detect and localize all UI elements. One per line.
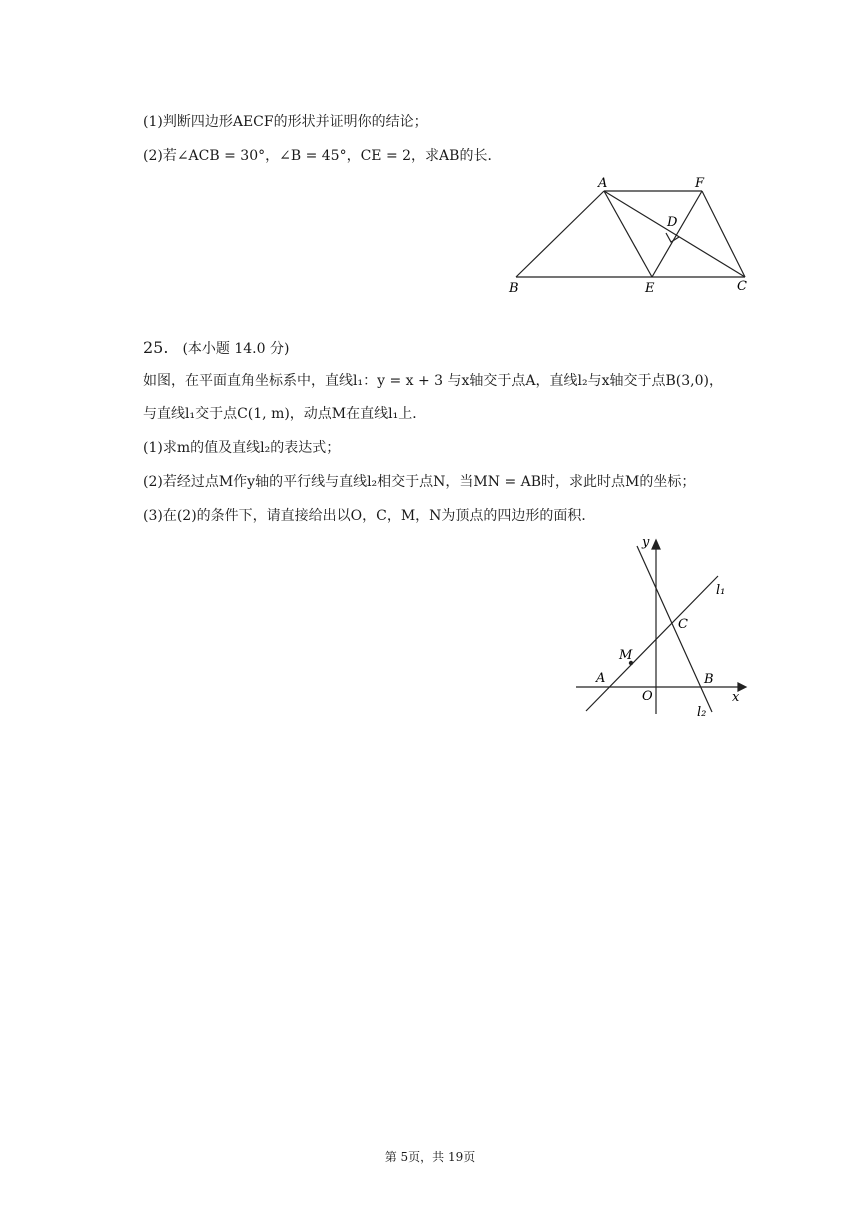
- y-axis-arrow: [652, 540, 660, 549]
- label-M: M: [619, 648, 633, 663]
- segment-AE: [604, 191, 652, 277]
- q24-part1: (1)判断四边形AECF的形状并证明你的结论；: [143, 114, 428, 130]
- label-C: C: [737, 279, 747, 294]
- label-A: A: [596, 671, 606, 686]
- q24-figure: [500, 170, 760, 300]
- q25-intro-line1: 如图，在平面直角坐标系中，直线l₁：y = x + 3 与x轴交于点A，直线l₂与x轴交于点B(3,0)，: [143, 373, 723, 389]
- q24-part2: (2)若∠ACB = 30°，∠B = 45°，CE = 2，求AB的长．: [143, 148, 502, 164]
- q25-intro-line2: 与直线l₁交于点C(1, m)，动点M在直线l₁上．: [143, 406, 427, 422]
- q25-part1: (1)求m的值及直线l₂的表达式；: [143, 440, 341, 456]
- q25-number: 25.: [143, 338, 169, 357]
- label-F: F: [695, 176, 705, 191]
- label-x: x: [732, 690, 740, 705]
- label-B: B: [704, 672, 714, 687]
- segment-FE: [652, 191, 702, 277]
- q25-score: (本小题 14.0 分): [182, 341, 290, 357]
- label-l1: l₁: [716, 583, 726, 598]
- label-y: y: [642, 535, 650, 550]
- q25-heading: [143, 338, 289, 359]
- label-C: C: [678, 617, 688, 632]
- q25-part2: (2)若经过点M作y轴的平行线与直线l₂相交于点N，当MN = AB时，求此时点M的坐标；: [143, 474, 696, 490]
- segment-AB: [516, 191, 604, 277]
- label-l2: l₂: [697, 705, 707, 720]
- page-footer: 第 5页，共 19页: [384, 1150, 476, 1164]
- label-D: D: [667, 215, 678, 230]
- q25-part3: (3)在(2)的条件下，请直接给出以O，C，M，N为顶点的四边形的面积．: [143, 508, 596, 524]
- label-E: E: [645, 281, 655, 296]
- q25-coordinate-figure: [570, 530, 760, 725]
- label-B: B: [509, 281, 519, 296]
- label-A: A: [598, 176, 608, 191]
- label-O: O: [642, 689, 653, 704]
